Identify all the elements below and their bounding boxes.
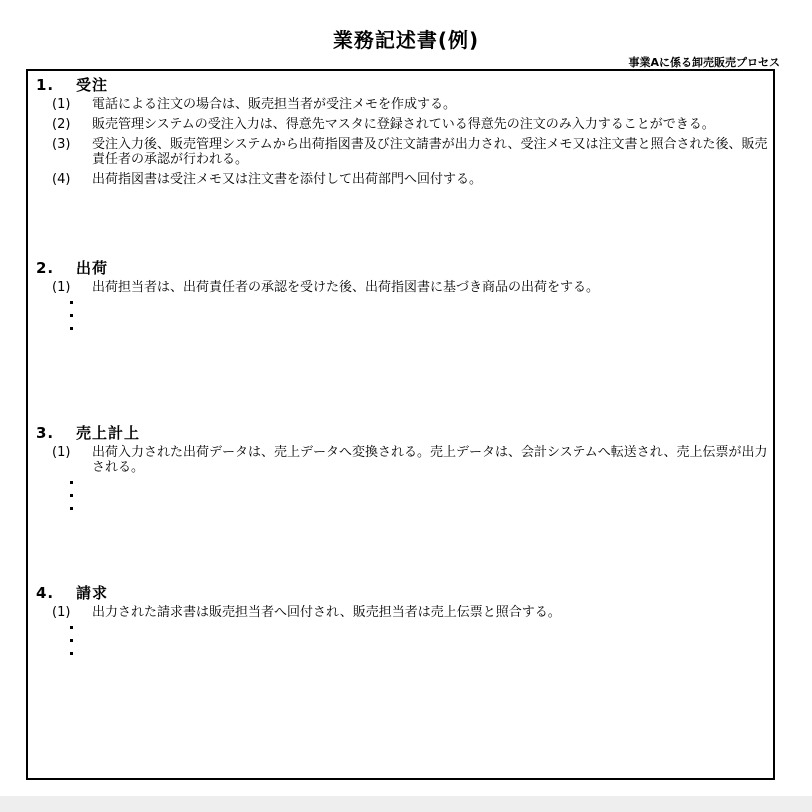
list-item bbox=[36, 97, 771, 112]
item-text: 出荷入力された出荷データは、売上データへ変換される。売上データは、会計システムへ転送され、売上伝票が出力される。 bbox=[92, 445, 768, 475]
section-order-receipt bbox=[36, 75, 771, 187]
bullet-dot bbox=[70, 481, 73, 484]
item-number: (4) bbox=[52, 172, 71, 187]
continuation-dots bbox=[70, 301, 771, 330]
item-number: (2) bbox=[52, 117, 71, 132]
bottom-band bbox=[0, 796, 812, 812]
bullet-dot bbox=[70, 314, 73, 317]
document-subtitle: 事業Aに係る卸売販売プロセス bbox=[628, 56, 780, 69]
item-number: (1) bbox=[52, 280, 71, 295]
section-heading bbox=[36, 75, 771, 95]
section-title: 請求 bbox=[76, 584, 109, 602]
continuation-dots bbox=[70, 626, 771, 655]
item-text: 出荷指図書は受注メモ又は注文書を添付して出荷部門へ回付する。 bbox=[92, 172, 483, 187]
section-billing bbox=[36, 583, 771, 665]
section-number: 4. bbox=[36, 584, 55, 602]
bullet-dot bbox=[70, 327, 73, 330]
section-heading bbox=[36, 423, 771, 443]
list-item bbox=[36, 280, 771, 295]
section-number: 3. bbox=[36, 424, 55, 442]
bullet-dot bbox=[70, 494, 73, 497]
section-title: 受注 bbox=[76, 76, 109, 94]
list-item bbox=[36, 605, 771, 620]
bullet-dot bbox=[70, 301, 73, 304]
item-text: 電話による注文の場合は、販売担当者が受注メモを作成する。 bbox=[92, 97, 457, 112]
continuation-dots bbox=[70, 481, 771, 510]
list-item bbox=[36, 117, 771, 132]
section-sales-recording bbox=[36, 423, 771, 520]
item-text: 出荷担当者は、出荷責任者の承認を受けた後、出荷指図書に基づき商品の出荷をする。 bbox=[92, 280, 600, 295]
item-text: 販売管理システムの受注入力は、得意先マスタに登録されている得意先の注文のみ入力することができる。 bbox=[92, 117, 715, 132]
document-title: 業務記述書(例) bbox=[332, 28, 480, 52]
item-number: (1) bbox=[52, 445, 71, 460]
list-item bbox=[36, 172, 771, 187]
section-number: 2. bbox=[36, 259, 55, 277]
bullet-dot bbox=[70, 507, 73, 510]
section-number: 1. bbox=[36, 76, 55, 94]
bullet-dot bbox=[70, 652, 73, 655]
bullet-dot bbox=[70, 639, 73, 642]
section-shipping bbox=[36, 258, 771, 340]
list-item bbox=[36, 137, 771, 167]
bullet-dot bbox=[70, 626, 73, 629]
item-text: 受注入力後、販売管理システムから出荷指図書及び注文請書が出力され、受注メモ又は注文書と照合された後、販売責任者の承認が行われる。 bbox=[92, 137, 768, 167]
list-item bbox=[36, 445, 771, 475]
item-number: (3) bbox=[52, 137, 71, 152]
section-heading bbox=[36, 258, 771, 278]
item-text: 出力された請求書は販売担当者へ回付され、販売担当者は売上伝票と照合する。 bbox=[92, 605, 561, 620]
item-number: (1) bbox=[52, 97, 71, 112]
item-number: (1) bbox=[52, 605, 71, 620]
section-heading bbox=[36, 583, 771, 603]
section-title: 売上計上 bbox=[76, 424, 141, 442]
section-title: 出荷 bbox=[76, 259, 109, 277]
content-frame bbox=[26, 69, 775, 780]
